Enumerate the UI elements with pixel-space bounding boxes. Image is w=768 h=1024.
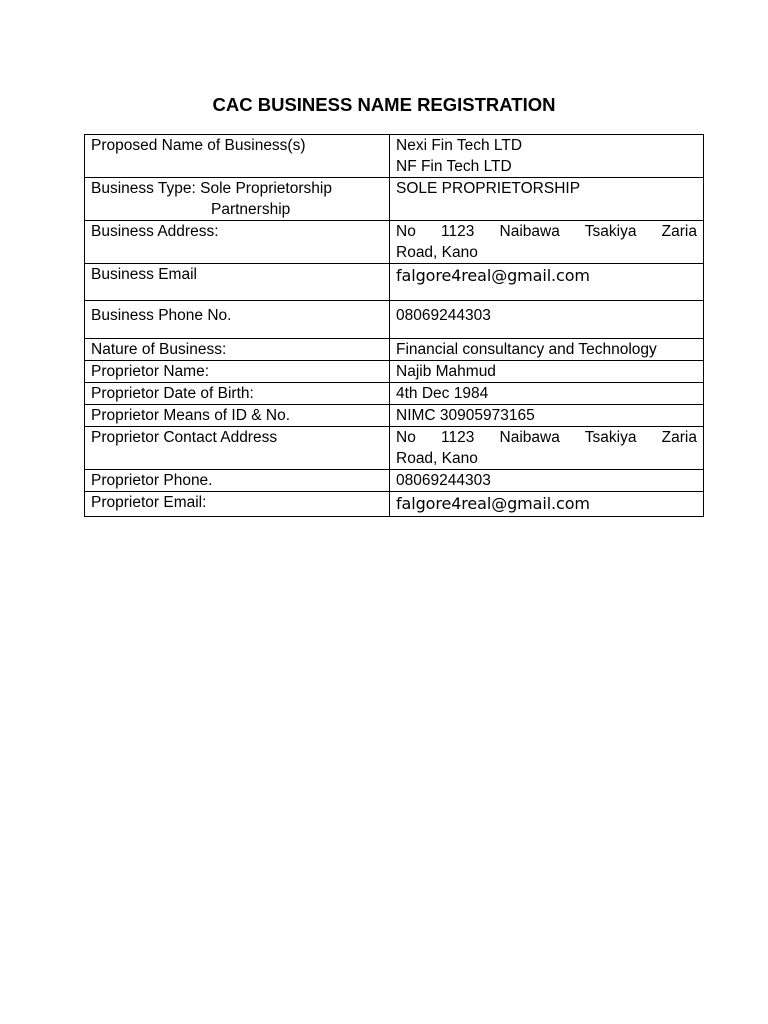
business-type-label-partnership: Partnership [211, 201, 291, 218]
business-type-label: Business Type: Sole Proprietorship [91, 180, 332, 197]
proprietor-email-value: falgore4real@gmail.com [396, 494, 590, 513]
proprietor-address-label: Proprietor Contact Address [91, 429, 278, 446]
proprietor-id-value: NIMC 30905973165 [396, 407, 535, 424]
table-row-proprietor-address [85, 427, 704, 470]
nature-of-business-value: Financial consultancy and Technology [396, 341, 657, 358]
business-phone-value: 08069244303 [396, 307, 491, 324]
proprietor-name-label: Proprietor Name: [91, 363, 210, 380]
label-cell [85, 405, 390, 427]
label-cell [85, 427, 390, 470]
table-row-proprietor-name [85, 361, 704, 383]
proprietor-phone-value: 08069244303 [396, 472, 491, 489]
proposed-name-2: NF Fin Tech LTD [396, 158, 512, 175]
table-row-proposed-names [85, 135, 704, 178]
label-cell [85, 135, 390, 178]
label-cell [85, 221, 390, 264]
value-cell [390, 135, 704, 178]
proprietor-name-value: Najib Mahmud [396, 363, 496, 380]
value-cell [390, 361, 704, 383]
proprietor-address-value [396, 427, 697, 469]
table-row-proprietor-id [85, 405, 704, 427]
table-row-business-address [85, 221, 704, 264]
proprietor-email-label: Proprietor Email: [91, 494, 207, 511]
proprietor-address-line-1: No 1123 Naibawa Tsakiya Zaria [396, 429, 697, 446]
label-cell [85, 492, 390, 517]
business-address-value [396, 221, 697, 263]
document-title: CAC BUSINESS NAME REGISTRATION [212, 94, 556, 115]
nature-of-business-label: Nature of Business: [91, 341, 227, 358]
label-cell [85, 178, 390, 221]
value-cell [390, 178, 704, 221]
proprietor-dob-value: 4th Dec 1984 [396, 385, 489, 402]
proprietor-phone-label: Proprietor Phone. [91, 472, 213, 489]
value-cell [390, 339, 704, 361]
table-row-business-email [85, 264, 704, 301]
value-cell [390, 221, 704, 264]
proprietor-id-label: Proprietor Means of ID & No. [91, 407, 290, 424]
table-row-business-type [85, 178, 704, 221]
label-cell [85, 264, 390, 301]
label-cell [85, 361, 390, 383]
business-email-value: falgore4real@gmail.com [396, 266, 590, 285]
business-address-line-2: Road, Kano [396, 244, 478, 261]
table-row-business-phone [85, 301, 704, 339]
value-cell [390, 427, 704, 470]
label-cell [85, 383, 390, 405]
value-cell [390, 301, 704, 339]
value-cell [390, 264, 704, 301]
value-cell [390, 492, 704, 517]
table-row-proprietor-phone [85, 470, 704, 492]
table-row-proprietor-dob [85, 383, 704, 405]
table-row-nature-of-business [85, 339, 704, 361]
label-cell [85, 339, 390, 361]
business-phone-label: Business Phone No. [91, 307, 232, 324]
value-cell [390, 383, 704, 405]
business-type-value: SOLE PROPRIETORSHIP [396, 180, 581, 197]
proprietor-dob-label: Proprietor Date of Birth: [91, 385, 254, 402]
proposed-names-label: Proposed Name of Business(s) [91, 137, 306, 154]
table-row-proprietor-email [85, 492, 704, 517]
business-address-label: Business Address: [91, 223, 219, 240]
proprietor-address-line-2: Road, Kano [396, 450, 478, 467]
label-cell [85, 301, 390, 339]
business-address-line-1: No 1123 Naibawa Tsakiya Zaria [396, 223, 697, 240]
label-cell [85, 470, 390, 492]
value-cell [390, 470, 704, 492]
proposed-name-1: Nexi Fin Tech LTD [396, 137, 523, 154]
business-email-label: Business Email [91, 266, 197, 283]
registration-table [84, 134, 704, 517]
value-cell [390, 405, 704, 427]
